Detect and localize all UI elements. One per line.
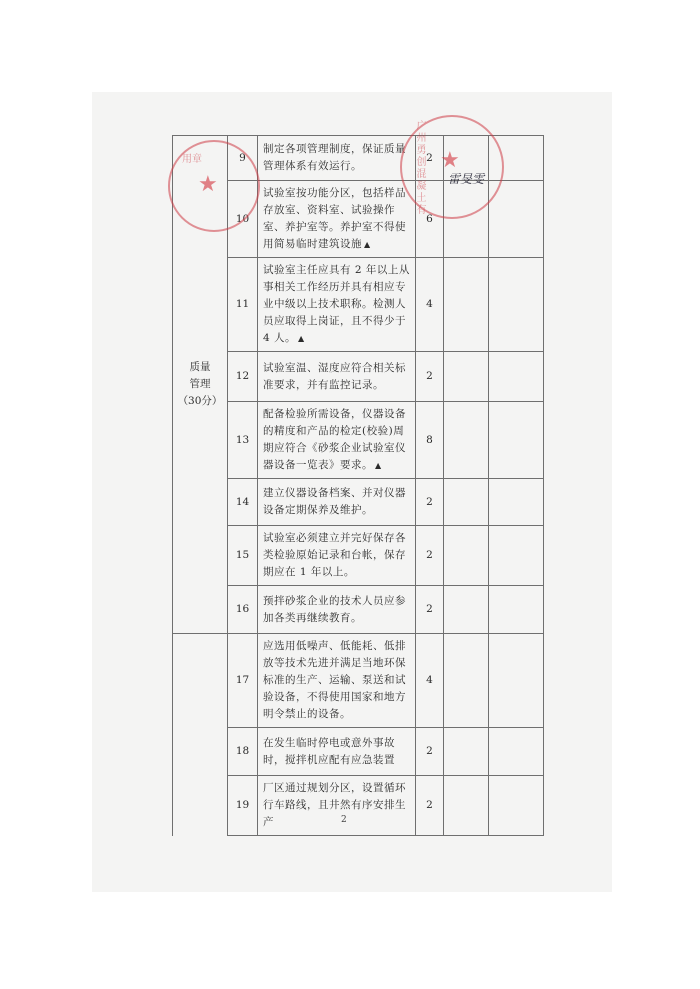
table-row	[173, 479, 544, 526]
category-cell-blank	[173, 634, 228, 836]
empty-cell	[489, 776, 544, 836]
empty-cell	[444, 586, 489, 634]
seal-star-icon: ★	[198, 172, 218, 197]
empty-cell	[489, 258, 544, 352]
empty-cell	[444, 479, 489, 526]
row-number: 9	[228, 136, 258, 181]
empty-cell	[444, 728, 489, 776]
row-number: 17	[228, 634, 258, 728]
category-line-2: 管理	[189, 378, 211, 390]
row-number: 18	[228, 728, 258, 776]
empty-cell	[489, 634, 544, 728]
requirement-text: 试验室主任应具有 2 年以上从事相关工作经历并具有相应专业中级以上技术职称。检测人员应取得上岗证，且不得少于 4 人。 ▲	[258, 258, 416, 352]
row-number: 11	[228, 258, 258, 352]
table-row	[173, 526, 544, 586]
table-row	[173, 634, 544, 728]
requirement-text: 制定各项管理制度，保证质量管理体系有效运行。	[258, 136, 416, 181]
score-value: 2	[416, 526, 444, 586]
row-number: 12	[228, 352, 258, 402]
requirement-text: 厂区通过规划分区，设置循环行车路线，且井然有序安排生产	[258, 776, 416, 836]
requirement-text: 预拌砂浆企业的技术人员应参加各类再继续教育。	[258, 586, 416, 634]
row-number: 16	[228, 586, 258, 634]
requirement-text: 试验室温、湿度应符合相关标准要求，并有监控记录。	[258, 352, 416, 402]
seal-right-text: 广州勇创混凝土有	[414, 120, 425, 216]
score-value: 2	[416, 352, 444, 402]
category-line-3: （30分）	[177, 395, 223, 407]
requirement-text: 在发生临时停电或意外事故时，搅拌机应配有应急装置	[258, 728, 416, 776]
empty-cell	[489, 586, 544, 634]
empty-cell	[489, 479, 544, 526]
seal-left-text: 用章	[182, 154, 202, 165]
empty-cell	[489, 728, 544, 776]
score-value: 2	[416, 776, 444, 836]
key-item-mark: ▲	[375, 461, 382, 470]
seal-star-icon: ★	[440, 148, 460, 173]
score-value: 8	[416, 402, 444, 479]
score-value: 4	[416, 634, 444, 728]
evaluation-table	[172, 135, 544, 836]
row-number: 13	[228, 402, 258, 479]
row-number: 14	[228, 479, 258, 526]
score-value: 2	[416, 136, 444, 181]
empty-cell	[444, 402, 489, 479]
row-number: 15	[228, 526, 258, 586]
handwritten-signature: 雷旻雯	[448, 172, 485, 186]
requirement-text: 应选用低噪声、低能耗、低排放等技术先进并满足当地环保标准的生产、运输、泵送和试验设备，不得使用国家和地方明令禁止的设备。	[258, 634, 416, 728]
requirement-text: 试验室按功能分区，包括样品存放室、资料室、试验操作室、养护室等。养护室不得使用简易临时建筑设施 ▲	[258, 181, 416, 258]
empty-cell	[489, 526, 544, 586]
score-value: 2	[416, 479, 444, 526]
row-number: 19	[228, 776, 258, 836]
page-number: 2	[341, 815, 347, 825]
table-row	[173, 728, 544, 776]
empty-cell	[444, 258, 489, 352]
key-item-mark: ▲	[298, 334, 305, 343]
requirement-text: 建立仪器设备档案、并对仪器设备定期保养及维护。	[258, 479, 416, 526]
score-value: 2	[416, 728, 444, 776]
category-line-1: 质量	[189, 361, 211, 373]
table-row	[173, 258, 544, 352]
empty-cell	[489, 352, 544, 402]
table-row	[173, 776, 544, 836]
requirement-text: 配备检验所需设备，仪器设备的精度和产品的检定(校验)周期应符合《砂浆企业试验室仪器设备一览表》要求。 ▲	[258, 402, 416, 479]
table-row	[173, 586, 544, 634]
requirement-text: 试验室必须建立并完好保存各类检验原始记录和台帐，保存期应在 1 年以上。	[258, 526, 416, 586]
empty-cell	[444, 634, 489, 728]
table-row	[173, 352, 544, 402]
empty-cell	[444, 526, 489, 586]
score-value: 6	[416, 181, 444, 258]
key-item-mark: ▲	[364, 240, 371, 249]
table-row	[173, 402, 544, 479]
empty-cell	[444, 352, 489, 402]
empty-cell	[444, 776, 489, 836]
row-number: 10	[228, 181, 258, 258]
score-value: 2	[416, 586, 444, 634]
empty-cell	[489, 402, 544, 479]
score-value: 4	[416, 258, 444, 352]
